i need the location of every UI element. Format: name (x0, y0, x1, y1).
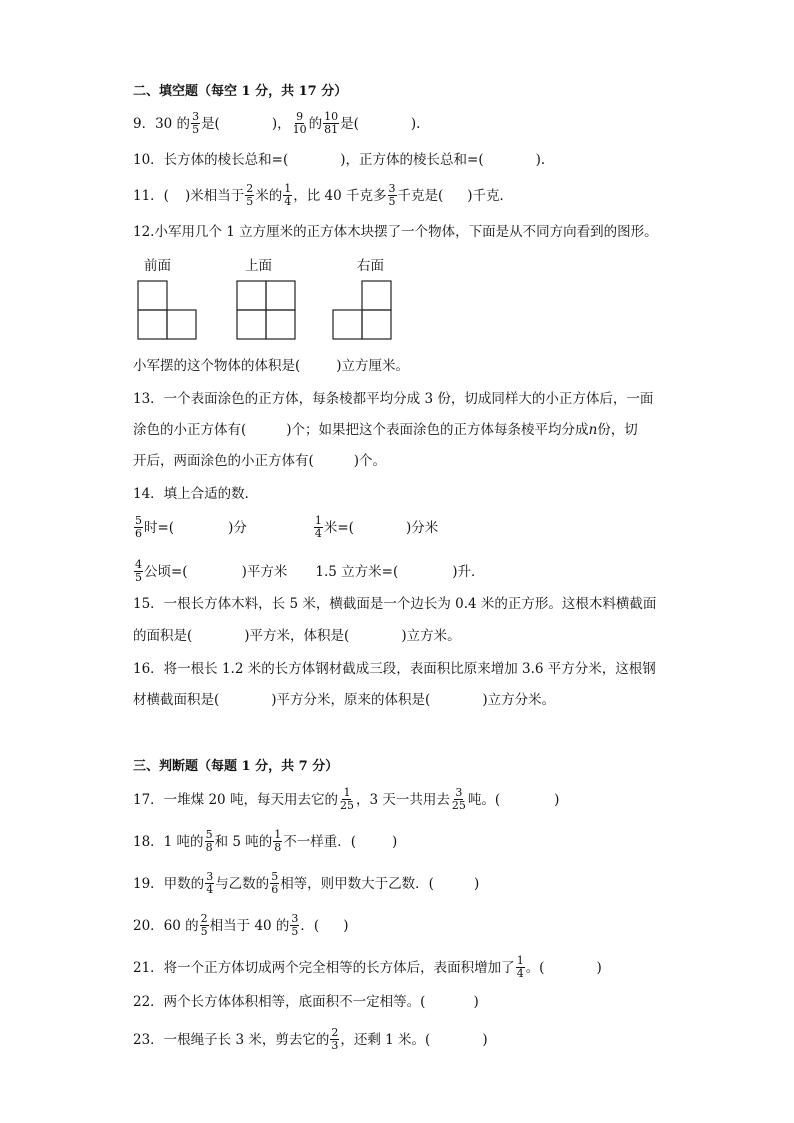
question-20: 20．60 的 $\frac{2}{5}$ 相当于 40 的 $\frac{3}{5}$ ．( ) (133, 912, 349, 938)
fraction: $\frac{2}{3}$ (331, 1026, 339, 1052)
question-23: 23．一根绳子长 3 米，剪去它的 $\frac{2}{3}$ ，还剩 1 米。( ) (133, 1026, 488, 1052)
section-heading-judge: 三、判断题（每题 1 分，共 7 分） (133, 759, 339, 774)
view-label-front: 前面 (144, 258, 171, 274)
question-16-line-2: 材横截面积是( )平方分米，原来的体积是( )立方分米。 (133, 692, 556, 708)
question-11: 11．( )米相当于 $\frac{2}{5}$ 米的 $\frac{1}{4}$ ，比 40 千克多 $\frac{3}{5}$ 千克是( )千克． (133, 182, 514, 208)
question-12-answer: 小军摆的这个物体的体积是( )立方厘米。 (133, 358, 410, 374)
fraction: $\frac{5}{6}$ (135, 514, 142, 540)
view-label-top: 上面 (245, 258, 272, 274)
question-15-line-2: 的面积是( )平方米，体积是( )立方米。 (133, 628, 461, 644)
question-9: 9．30 的 $\frac{3}{5}$ 是( )， $\frac{9}{10}$ 的 $\frac{10}{81}$ 是( ). (133, 110, 421, 136)
fraction: $\frac{5}{6}$ (271, 870, 279, 896)
fraction: $\frac{3}{25}$ (451, 786, 466, 812)
question-15-line-1: 15．一根长方体木料，长 5 米，横截面是一个边长为 0.4 米的正方形。这根木料横截面 (133, 596, 657, 612)
fraction: $\frac{2}{5}$ (246, 182, 254, 208)
fraction: $\frac{1}{8}$ (274, 828, 282, 854)
q9-text: 9．30 的 (133, 116, 191, 132)
question-13-line-2: 涂色的小正方体有( )个；如果把这个表面涂色的正方体每条棱平均分成n份，切 (133, 422, 638, 438)
fraction: $\frac{5}{8}$ (205, 828, 213, 854)
question-19: 19．甲数的 $\frac{3}{4}$ 与乙数的 $\frac{5}{6}$ 相等，则甲数大于乙数．( ) (133, 870, 480, 896)
fraction: $\frac{3}{5}$ (291, 912, 299, 938)
view-label-right: 右面 (357, 258, 384, 274)
question-22: 22．两个长方体体积相等，底面积不一定相等。( ) (133, 994, 479, 1010)
question-14-row-2: $\frac{4}{5}$ 公顷=( )平方米 1.5 立方米=( )升． (135, 558, 485, 584)
question-12: 12.小军用几个 1 立方厘米的正方体木块摆了一个物体，下面是从不同方向看到的图形。 (133, 224, 658, 240)
fraction: $\frac{1}{4}$ (516, 954, 524, 980)
front-view-grid (138, 281, 196, 339)
fraction: $\frac{10}{81}$ (324, 110, 339, 136)
top-view-grid (237, 281, 295, 339)
question-17: 17．一堆煤 20 吨，每天用去它的 $\frac{1}{25}$ ，3 天一共用去 $\frac{3}{25}$ 吨。( ) (133, 786, 560, 812)
fraction: $\frac{3}{4}$ (206, 870, 214, 896)
question-10: 10．长方体的棱长总和=( )，正方体的棱长总和=( ). (133, 152, 546, 168)
right-view-grid (333, 281, 391, 339)
three-views-figure (130, 278, 400, 344)
question-16-line-1: 16．将一根长 1.2 米的长方体钢材截成三段，表面积比原来增加 3.6 平方分米，这根钢 (133, 661, 656, 677)
fraction: $\frac{2}{5}$ (200, 912, 208, 938)
fraction: $\frac{1}{4}$ (284, 182, 292, 208)
question-14: 14．填上合适的数． (133, 486, 259, 502)
question-13-line-3: 开后，两面涂色的小正方体有( )个。 (133, 453, 387, 469)
fraction: $\frac{1}{4}$ (314, 514, 322, 540)
fraction: $\frac{3}{5}$ (192, 110, 200, 136)
section-heading-fill: 二、填空题（每空 1 分，共 17 分） (133, 84, 348, 99)
fraction: $\frac{3}{5}$ (388, 182, 396, 208)
question-14-row-1: $\frac{5}{6}$ 时=( )分 $\frac{1}{4}$ 米=( )分米 (135, 514, 439, 540)
fraction: $\frac{9}{10}$ (292, 110, 307, 136)
question-13-line-1: 13．一个表面涂色的正方体，每条棱都平均分成 3 份，切成同样大的小正方体后，一面 (133, 391, 654, 407)
question-18: 18．1 吨的 $\frac{5}{8}$ 和 5 吨的 $\frac{1}{8}$ 不一样重．( ) (133, 828, 398, 854)
fraction: $\frac{1}{25}$ (339, 786, 354, 812)
fraction: $\frac{4}{5}$ (135, 558, 142, 584)
question-21: 21．将一个正方体切成两个完全相等的长方体后，表面积增加了 $\frac{1}{4}$ 。( ) (133, 954, 602, 980)
